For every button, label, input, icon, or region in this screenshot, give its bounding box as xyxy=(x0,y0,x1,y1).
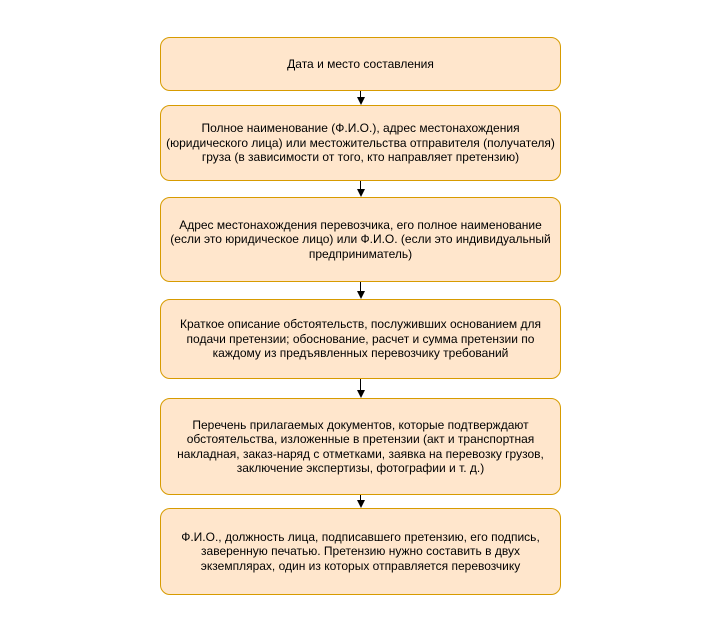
flow-node-sender-details xyxy=(160,105,561,181)
arrow-stem xyxy=(360,379,361,390)
arrow-down-icon xyxy=(351,495,371,508)
flow-node-text: Перечень прилагаемых документов, которые подтверждают обстоятельства, изложенные в претензии (акт и транспортная накладная, заказ-наряд с отметками, заявка на перевозку грузов, заключение экспертизы, фотографии и т. д.) xyxy=(177,417,544,475)
arrow-head xyxy=(357,189,365,197)
flow-node-attached-documents xyxy=(160,398,561,495)
arrow-down-icon xyxy=(351,181,371,197)
arrow-stem xyxy=(360,181,361,189)
arrow-down-icon xyxy=(351,91,371,105)
flow-node-text: Дата и место составления xyxy=(287,56,434,71)
arrow-head xyxy=(357,291,365,299)
arrow-head xyxy=(357,97,365,105)
flow-node-carrier-details xyxy=(160,197,561,282)
flow-node-text: Краткое описание обстоятельств, послуживших основанием для подачи претензии; обоснование, расчет и сумма претензии по каждому из предъявленных перевозчику требований xyxy=(180,317,541,361)
flow-node-signature xyxy=(160,508,561,595)
flow-node-date-place xyxy=(160,37,561,91)
arrow-down-icon xyxy=(351,282,371,299)
flow-node-text: Полное наименование (Ф.И.О.), адрес местонахождения (юридического лица) или местожительства отправителя (получателя) груза (в зависимости от того, кто направляет претензию) xyxy=(166,121,555,165)
arrow-head xyxy=(357,500,365,508)
flow-node-text: Адрес местонахождения перевозчика, его полное наименование (если это юридическое лицо) или Ф.И.О. (если это индивидуальный предприниматель) xyxy=(170,217,551,261)
arrow-down-icon xyxy=(351,379,371,398)
flow-node-claim-description xyxy=(160,299,561,379)
arrow-stem xyxy=(360,282,361,291)
arrow-head xyxy=(357,390,365,398)
flow-node-text: Ф.И.О., должность лица, подписавшего претензию, его подпись, заверенную печатью. Претензию нужно составить в двух экземплярах, один из которых отправляется перевозчику xyxy=(181,529,540,573)
